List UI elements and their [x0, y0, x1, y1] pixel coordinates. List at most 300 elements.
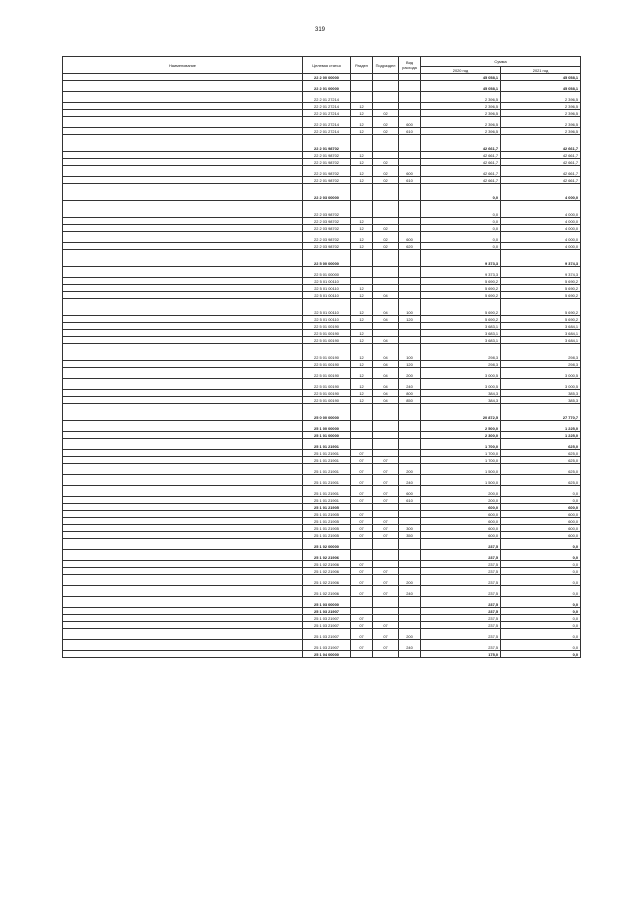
row-code: 22 2 01 27214 — [303, 92, 351, 103]
row-code: 22 2 01 98702 — [303, 159, 351, 166]
row-subsection: 02 — [373, 232, 399, 243]
row-type — [399, 608, 421, 615]
row-type: 350 — [399, 532, 421, 539]
row-amount-2020: 237,5 — [421, 629, 501, 640]
header-code: Целевая статья — [303, 57, 351, 74]
row-name — [63, 166, 303, 177]
row-amount-2021: 0,0 — [501, 497, 581, 504]
row-amount-2021: 4 000,0 — [501, 232, 581, 243]
row-amount-2021: 45 058,1 — [501, 74, 581, 81]
row-subsection: 04 — [373, 390, 399, 397]
row-section — [351, 651, 373, 658]
row-amount-2020: 237,5 — [421, 539, 501, 550]
row-name — [63, 218, 303, 225]
row-type — [399, 615, 421, 622]
header-type: Вид расхода — [399, 57, 421, 74]
row-amount-2020: 2 396,5 — [421, 92, 501, 103]
row-type — [399, 110, 421, 117]
table-row — [63, 464, 581, 475]
row-amount-2020: 237,5 — [421, 597, 501, 608]
row-section — [351, 201, 373, 218]
row-amount-2021: 625,0 — [501, 464, 581, 475]
row-section: 07 — [351, 486, 373, 497]
row-amount-2020: 600,0 — [421, 511, 501, 518]
table-row — [63, 323, 581, 330]
row-subsection: 02 — [373, 177, 399, 184]
row-subsection — [373, 511, 399, 518]
row-amount-2021: 0,0 — [501, 622, 581, 629]
row-type: 100 — [399, 344, 421, 361]
row-name — [63, 486, 303, 497]
row-type — [399, 561, 421, 568]
table-row — [63, 344, 581, 361]
row-code: 25 1 02 21906 — [303, 561, 351, 568]
table-row — [63, 218, 581, 225]
row-section: 07 — [351, 586, 373, 597]
row-code: 22 2 01 98702 — [303, 166, 351, 177]
row-amount-2021: 625,0 — [501, 450, 581, 457]
page-number: 319 — [314, 27, 325, 33]
table-row — [63, 390, 581, 397]
row-amount-2020: 42 661,7 — [421, 166, 501, 177]
row-name — [63, 177, 303, 184]
row-subsection — [373, 184, 399, 201]
table-row — [63, 486, 581, 497]
row-code: 25 1 01 21901 — [303, 439, 351, 450]
row-name — [63, 597, 303, 608]
row-type — [399, 250, 421, 267]
row-amount-2021: 298,3 — [501, 361, 581, 368]
row-section: 12 — [351, 285, 373, 292]
row-code: 25 1 02 21906 — [303, 575, 351, 586]
row-name — [63, 316, 303, 323]
table-row — [63, 397, 581, 404]
row-amount-2020: 175,0 — [421, 651, 501, 658]
row-section — [351, 608, 373, 615]
row-amount-2020: 5 690,2 — [421, 278, 501, 285]
row-amount-2020: 2 396,5 — [421, 117, 501, 128]
row-amount-2021: 42 661,7 — [501, 152, 581, 159]
row-name — [63, 586, 303, 597]
row-code: 22 2 03 98702 — [303, 232, 351, 243]
table-row — [63, 497, 581, 504]
row-amount-2020: 45 058,1 — [421, 74, 501, 81]
row-amount-2020: 9 373,3 — [421, 250, 501, 267]
row-type — [399, 439, 421, 450]
table-row — [63, 457, 581, 464]
row-section: 12 — [351, 330, 373, 337]
row-name — [63, 184, 303, 201]
table-row — [63, 135, 581, 152]
row-section: 07 — [351, 464, 373, 475]
row-subsection — [373, 651, 399, 658]
row-code: 22 5 01 00190 — [303, 330, 351, 337]
row-code: 25 1 01 21901 — [303, 475, 351, 486]
row-name — [63, 568, 303, 575]
row-code: 22 2 01 27214 — [303, 128, 351, 135]
row-type: 240 — [399, 475, 421, 486]
row-amount-2020: 200,0 — [421, 486, 501, 497]
row-type — [399, 184, 421, 201]
table-row — [63, 640, 581, 651]
row-section — [351, 550, 373, 561]
row-section — [351, 81, 373, 92]
row-amount-2021: 4 000,0 — [501, 218, 581, 225]
row-name — [63, 518, 303, 525]
row-type: 800 — [399, 390, 421, 397]
row-section: 07 — [351, 629, 373, 640]
row-name — [63, 81, 303, 92]
row-subsection — [373, 439, 399, 450]
row-subsection: 04 — [373, 344, 399, 361]
row-amount-2020: 2 396,5 — [421, 128, 501, 135]
row-section — [351, 597, 373, 608]
table-row — [63, 608, 581, 615]
row-amount-2020: 200,0 — [421, 497, 501, 504]
table-row — [63, 361, 581, 368]
row-type: 240 — [399, 379, 421, 390]
row-section — [351, 250, 373, 267]
row-type — [399, 74, 421, 81]
row-amount-2021: 0,0 — [501, 597, 581, 608]
row-code: 22 5 01 00190 — [303, 379, 351, 390]
table-row — [63, 629, 581, 640]
row-code: 22 2 01 98702 — [303, 177, 351, 184]
row-subsection: 02 — [373, 159, 399, 166]
table-row — [63, 250, 581, 267]
row-amount-2020: 3 000,5 — [421, 368, 501, 379]
row-subsection: 07 — [373, 525, 399, 532]
row-section: 07 — [351, 532, 373, 539]
header-year-2020: 2020 год — [421, 67, 501, 74]
table-row — [63, 404, 581, 421]
row-amount-2020: 2 396,5 — [421, 103, 501, 110]
table-row — [63, 597, 581, 608]
row-subsection: 04 — [373, 299, 399, 316]
row-type — [399, 103, 421, 110]
row-section: 12 — [351, 218, 373, 225]
row-name — [63, 267, 303, 278]
row-code: 25 1 02 21906 — [303, 568, 351, 575]
row-name — [63, 74, 303, 81]
row-section — [351, 135, 373, 152]
row-subsection: 02 — [373, 166, 399, 177]
row-code: 22 2 03 98702 — [303, 218, 351, 225]
row-subsection: 07 — [373, 475, 399, 486]
row-amount-2020: 1 700,0 — [421, 439, 501, 450]
row-type — [399, 539, 421, 550]
row-amount-2021: 3 684,1 — [501, 337, 581, 344]
row-amount-2020: 237,5 — [421, 640, 501, 651]
row-subsection — [373, 450, 399, 457]
row-subsection — [373, 432, 399, 439]
row-section: 07 — [351, 561, 373, 568]
row-code: 22 2 01 27214 — [303, 110, 351, 117]
row-subsection: 07 — [373, 486, 399, 497]
row-section: 07 — [351, 615, 373, 622]
row-amount-2021: 0,0 — [501, 615, 581, 622]
row-name — [63, 159, 303, 166]
row-code: 22 2 01 98702 — [303, 152, 351, 159]
header-subsection: Подраздел — [373, 57, 399, 74]
table-row — [63, 81, 581, 92]
row-name — [63, 299, 303, 316]
row-code: 22 5 00 00000 — [303, 250, 351, 267]
row-amount-2020: 600,0 — [421, 525, 501, 532]
row-code: 22 2 03 98702 — [303, 201, 351, 218]
table-row — [63, 103, 581, 110]
row-amount-2020: 237,5 — [421, 550, 501, 561]
row-code: 22 2 00 00000 — [303, 74, 351, 81]
row-type: 200 — [399, 629, 421, 640]
row-amount-2021: 42 661,7 — [501, 159, 581, 166]
row-code: 22 2 01 27214 — [303, 117, 351, 128]
row-name — [63, 379, 303, 390]
row-section: 07 — [351, 525, 373, 532]
row-subsection: 07 — [373, 622, 399, 629]
row-type: 610 — [399, 497, 421, 504]
row-section — [351, 323, 373, 330]
row-type — [399, 330, 421, 337]
row-type — [399, 457, 421, 464]
row-code: 22 5 01 00190 — [303, 368, 351, 379]
row-name — [63, 201, 303, 218]
budget-table-body — [63, 74, 581, 658]
row-name — [63, 421, 303, 432]
row-type — [399, 450, 421, 457]
row-subsection — [373, 201, 399, 218]
row-subsection: 04 — [373, 368, 399, 379]
row-code: 22 2 03 98702 — [303, 225, 351, 232]
row-name — [63, 550, 303, 561]
row-code: 25 1 01 21905 — [303, 518, 351, 525]
row-section: 07 — [351, 475, 373, 486]
row-code: 25 0 00 00000 — [303, 404, 351, 421]
row-type: 240 — [399, 640, 421, 651]
row-amount-2021: 4 000,0 — [501, 243, 581, 250]
row-code: 22 5 01 00110 — [303, 278, 351, 285]
table-row — [63, 439, 581, 450]
table-row — [63, 368, 581, 379]
row-code: 22 5 01 00190 — [303, 323, 351, 330]
row-name — [63, 361, 303, 368]
row-name — [63, 323, 303, 330]
row-subsection: 07 — [373, 568, 399, 575]
row-amount-2020: 3 683,1 — [421, 323, 501, 330]
row-section — [351, 184, 373, 201]
row-amount-2021: 2 396,5 — [501, 110, 581, 117]
row-code: 22 5 01 00110 — [303, 292, 351, 299]
row-code: 22 5 01 00190 — [303, 337, 351, 344]
row-name — [63, 232, 303, 243]
row-code: 25 1 01 21901 — [303, 457, 351, 464]
row-amount-2021: 2 396,5 — [501, 128, 581, 135]
row-subsection: 02 — [373, 117, 399, 128]
row-amount-2020: 3 683,1 — [421, 330, 501, 337]
row-subsection: 04 — [373, 397, 399, 404]
row-type — [399, 432, 421, 439]
row-subsection — [373, 267, 399, 278]
row-amount-2020: 1 700,0 — [421, 457, 501, 464]
row-subsection: 07 — [373, 640, 399, 651]
row-amount-2021: 625,0 — [501, 457, 581, 464]
row-amount-2021: 5 690,2 — [501, 316, 581, 323]
row-amount-2020: 1 700,0 — [421, 450, 501, 457]
row-amount-2021: 3 000,5 — [501, 368, 581, 379]
row-amount-2021: 9 374,3 — [501, 267, 581, 278]
row-amount-2021: 625,0 — [501, 475, 581, 486]
row-amount-2020: 237,5 — [421, 568, 501, 575]
row-amount-2021: 385,3 — [501, 397, 581, 404]
row-section: 12 — [351, 225, 373, 232]
row-subsection — [373, 504, 399, 511]
row-section: 12 — [351, 299, 373, 316]
row-type — [399, 135, 421, 152]
row-section — [351, 439, 373, 450]
row-type — [399, 504, 421, 511]
row-amount-2020: 298,3 — [421, 344, 501, 361]
row-code: 25 1 02 00000 — [303, 539, 351, 550]
row-code: 22 5 01 00110 — [303, 299, 351, 316]
row-code: 22 2 01 00000 — [303, 81, 351, 92]
row-amount-2020: 42 661,7 — [421, 177, 501, 184]
row-amount-2021: 5 690,2 — [501, 278, 581, 285]
row-amount-2021: 2 396,5 — [501, 92, 581, 103]
row-amount-2021: 1 225,0 — [501, 421, 581, 432]
row-subsection: 04 — [373, 379, 399, 390]
row-subsection — [373, 597, 399, 608]
row-amount-2021: 4 000,0 — [501, 201, 581, 218]
row-subsection: 07 — [373, 497, 399, 504]
row-name — [63, 464, 303, 475]
table-row — [63, 475, 581, 486]
row-section — [351, 504, 373, 511]
row-amount-2020: 0,0 — [421, 184, 501, 201]
row-amount-2020: 1 500,0 — [421, 475, 501, 486]
row-section — [351, 404, 373, 421]
row-amount-2020: 600,0 — [421, 504, 501, 511]
row-amount-2021: 2 396,5 — [501, 103, 581, 110]
row-section — [351, 432, 373, 439]
row-subsection — [373, 421, 399, 432]
row-section: 07 — [351, 511, 373, 518]
row-amount-2020: 20 872,5 — [421, 404, 501, 421]
row-name — [63, 330, 303, 337]
row-type — [399, 267, 421, 278]
row-subsection: 02 — [373, 243, 399, 250]
row-subsection: 07 — [373, 464, 399, 475]
row-amount-2020: 600,0 — [421, 532, 501, 539]
table-row — [63, 518, 581, 525]
row-section: 12 — [351, 316, 373, 323]
row-amount-2021: 385,3 — [501, 390, 581, 397]
table-row — [63, 117, 581, 128]
row-name — [63, 561, 303, 568]
row-type — [399, 597, 421, 608]
row-code: 25 1 01 21901 — [303, 450, 351, 457]
row-amount-2021: 5 690,2 — [501, 299, 581, 316]
table-row — [63, 651, 581, 658]
row-section: 12 — [351, 243, 373, 250]
row-type: 850 — [399, 397, 421, 404]
row-section: 12 — [351, 379, 373, 390]
row-amount-2021: 0,0 — [501, 608, 581, 615]
row-amount-2021: 600,0 — [501, 511, 581, 518]
row-name — [63, 152, 303, 159]
table-row — [63, 432, 581, 439]
row-amount-2021: 1 225,0 — [501, 432, 581, 439]
table-row — [63, 177, 581, 184]
row-section: 07 — [351, 568, 373, 575]
row-type — [399, 152, 421, 159]
row-subsection: 02 — [373, 225, 399, 232]
row-code: 25 1 01 21901 — [303, 497, 351, 504]
row-name — [63, 608, 303, 615]
row-name — [63, 110, 303, 117]
row-name — [63, 651, 303, 658]
row-amount-2021: 600,0 — [501, 504, 581, 511]
row-amount-2021: 3 000,5 — [501, 379, 581, 390]
table-row — [63, 243, 581, 250]
row-code: 25 1 01 21905 — [303, 525, 351, 532]
row-type: 620 — [399, 243, 421, 250]
row-amount-2020: 3 000,5 — [421, 379, 501, 390]
row-type: 600 — [399, 232, 421, 243]
row-type — [399, 404, 421, 421]
row-amount-2020: 2 396,5 — [421, 110, 501, 117]
row-amount-2021: 2 396,5 — [501, 117, 581, 128]
row-code: 22 2 01 98702 — [303, 135, 351, 152]
row-amount-2020: 384,3 — [421, 397, 501, 404]
table-row — [63, 330, 581, 337]
row-name — [63, 432, 303, 439]
header-sum: Сумма — [421, 57, 581, 67]
row-subsection — [373, 152, 399, 159]
table-row — [63, 292, 581, 299]
table-row — [63, 225, 581, 232]
row-amount-2021: 0,0 — [501, 640, 581, 651]
row-amount-2021: 4 000,0 — [501, 184, 581, 201]
row-section — [351, 539, 373, 550]
row-code: 22 5 01 00190 — [303, 361, 351, 368]
row-code: 25 1 01 21905 — [303, 511, 351, 518]
row-amount-2021: 0,0 — [501, 575, 581, 586]
row-amount-2021: 600,0 — [501, 518, 581, 525]
row-code: 22 5 01 00110 — [303, 285, 351, 292]
row-code: 22 5 01 00000 — [303, 267, 351, 278]
row-type — [399, 622, 421, 629]
table-row — [63, 561, 581, 568]
table-row — [63, 159, 581, 166]
table-row — [63, 615, 581, 622]
table-row — [63, 201, 581, 218]
row-name — [63, 292, 303, 299]
row-name — [63, 285, 303, 292]
row-amount-2020: 237,5 — [421, 608, 501, 615]
row-subsection: 02 — [373, 110, 399, 117]
table-row — [63, 128, 581, 135]
row-name — [63, 497, 303, 504]
row-subsection — [373, 81, 399, 92]
row-amount-2020: 5 690,2 — [421, 285, 501, 292]
row-section — [351, 278, 373, 285]
table-row — [63, 504, 581, 511]
row-type: 200 — [399, 575, 421, 586]
row-type — [399, 81, 421, 92]
row-code: 25 1 03 00000 — [303, 597, 351, 608]
row-section: 12 — [351, 152, 373, 159]
row-amount-2021: 3 684,1 — [501, 330, 581, 337]
